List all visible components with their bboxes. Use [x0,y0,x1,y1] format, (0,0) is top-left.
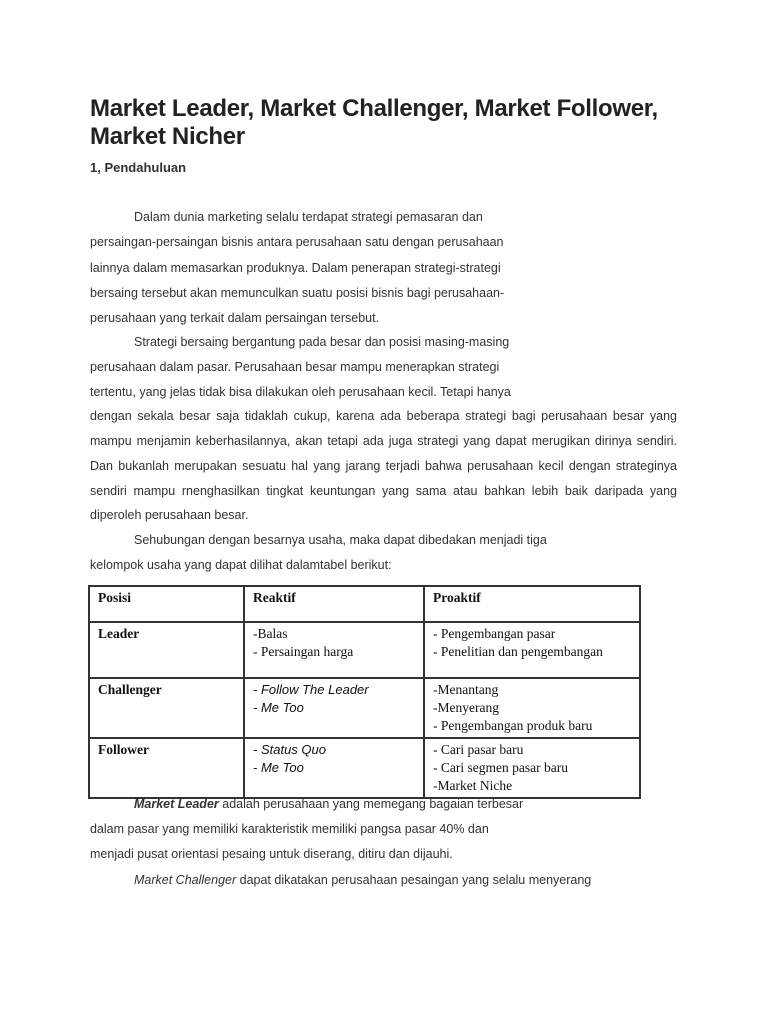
cell-posisi: Leader [89,622,244,678]
item: - Me Too [253,760,304,775]
paragraph-line: sendiri mampu rnenghasilkan tingkat keuntungan yang sama atau bahkan lebih baik daripada yang [90,484,677,498]
item: - Follow The Leader [253,682,369,697]
cell-posisi: Follower [89,738,244,798]
cell-reaktif [244,678,424,738]
term-market-leader: Market Leader [134,797,219,811]
paragraph-line: dalam pasar yang memiliki karakteristik memiliki pangsa pasar 40% dan [90,822,489,836]
text: dapat dikatakan perusahaan pesaingan yang selalu menyerang [236,873,592,887]
paragraph-line: perusahaan dalam pasar. Perusahaan besar mampu menerapkan strategi [90,360,500,374]
title-line-1: Market Leader, Market Challenger, Market Follower, [90,95,658,122]
item: - Cari pasar baru [433,742,524,757]
cell-posisi: Challenger [89,678,244,738]
paragraph-line: tertentu, yang jelas tidak bisa dilakukan oleh perusahaan kecil. Tetapi hanya [90,385,511,399]
paragraph-line: bersaing tersebut akan memunculkan suatu posisi bisnis bagi perusahaan- [90,286,505,300]
header-proaktif: Proaktif [424,586,640,622]
paragraph-line: Sehubungan dengan besarnya usaha, maka dapat dibedakan menjadi tiga [134,533,547,547]
table-row [89,678,640,738]
header-reaktif: Reaktif [244,586,424,622]
strategy-table [88,585,641,799]
section-heading: 1, Pendahuluan [90,160,187,175]
paragraph-line [134,872,591,888]
item: - Me Too [253,700,304,715]
paragraph-line: lainnya dalam memasarkan produknya. Dalam penerapan strategi-strategi [90,261,501,275]
cell-proaktif [424,678,640,738]
paragraph-line: Dalam dunia marketing selalu terdapat strategi pemasaran dan [134,210,483,224]
cell-reaktif [244,622,424,678]
term-market-challenger: Market Challenger [134,873,237,887]
paragraph-line: kelompok usaha yang dapat dilihat dalamtabel berikut: [90,558,392,572]
item: - Status Quo [253,742,326,757]
item: -Market Niche [433,778,513,793]
paragraph-line: menjadi pusat orientasi pesaing untuk diserang, ditiru dan dijauhi. [90,847,453,861]
paragraph-line: Dan bukanlah merupakan sesuatu hal yang jarang terjadi bahwa perusahaan kecil dengan strateginya [90,459,677,473]
header-posisi: Posisi [89,586,244,622]
paragraph-line: persaingan-persaingan bisnis antara perusahaan satu dengan perusahaan [90,235,504,249]
item: - Penelitian dan pengembangan [433,644,603,659]
table-header-row [89,586,640,622]
paragraph-line: dengan sekala besar saja tidaklah cukup, karena ada beberapa strategi bagi perusahaan besar yang [90,409,677,423]
item: -Menyerang [433,700,499,715]
cell-proaktif [424,738,640,798]
paragraph-line: mampu menjamin keberhasilannya, akan tetapi ada juga strategi yang dapat merugikan dirinya sendiri. [90,434,677,448]
item: - Pengembangan produk baru [433,718,593,733]
item: - Persaingan harga [253,644,354,659]
title-line-2: Market Nicher [90,123,245,150]
paragraph-line: diperoleh perusahaan besar. [90,508,249,522]
item: -Balas [253,626,288,641]
paragraph-line: perusahaan yang terkait dalam persaingan tersebut. [90,311,380,325]
item: - Cari segmen pasar baru [433,760,568,775]
table-row [89,622,640,678]
item: - Pengembangan pasar [433,626,556,641]
paragraph-line: Strategi bersaing bergantung pada besar dan posisi masing-masing [134,335,510,349]
text: adalah perusahaan yang memegang bagaian terbesar [218,797,524,811]
paragraph-line [134,796,523,812]
cell-proaktif [424,622,640,678]
cell-reaktif [244,738,424,798]
item: -Menantang [433,682,499,697]
table-row [89,738,640,798]
